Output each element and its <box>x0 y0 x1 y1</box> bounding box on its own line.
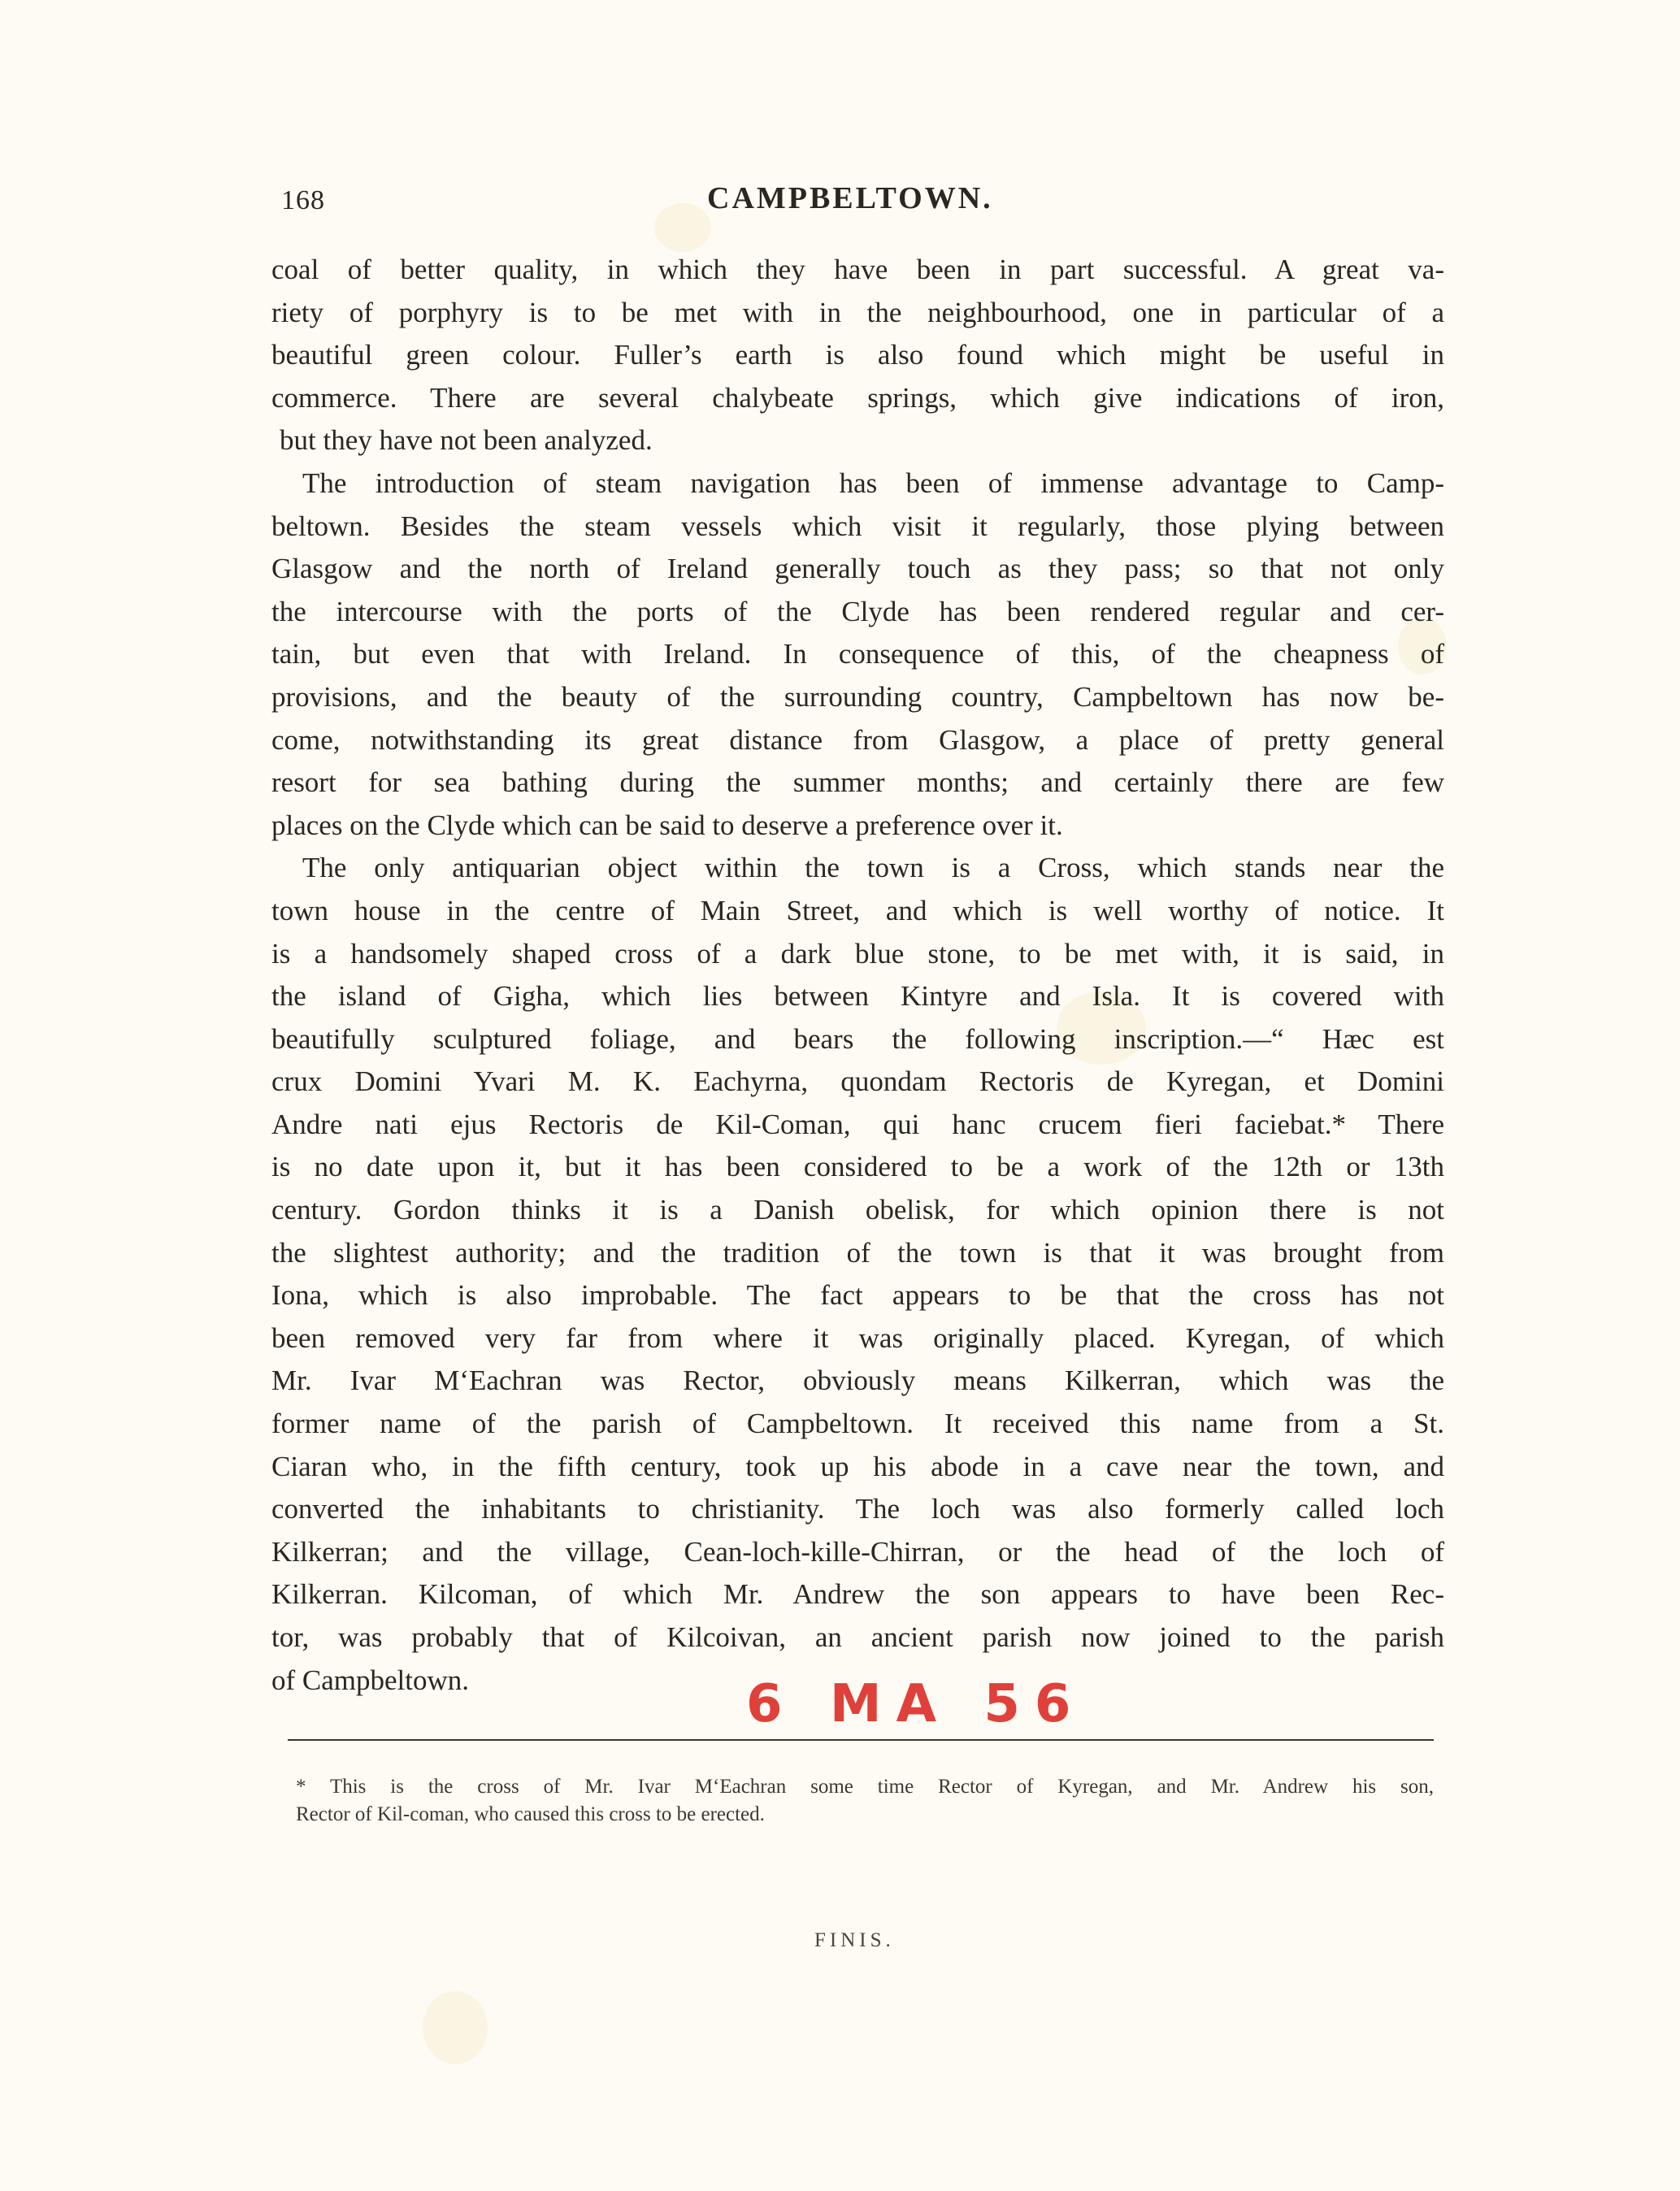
text-line: the slightest authority; and the tradition of the town is that it was brought from <box>271 1236 1444 1269</box>
text-line: tor, was probably that of Kilcoivan, an ancient parish now joined to the parish <box>271 1621 1444 1653</box>
running-head: CAMPBELTOWN. <box>707 181 993 215</box>
text-line: resort for sea bathing during the summer months; and certainly there are few <box>271 766 1444 799</box>
text-line: Ciaran who, in the fifth century, took up his abode in a cave near the town, and <box>271 1450 1444 1482</box>
text-line: been removed very far from where it was originally placed. Kyregan, of which <box>271 1321 1444 1354</box>
text-line: The only antiquarian object within the town is a Cross, which stands near the <box>302 852 1444 884</box>
text-line: the island of Gigha, which lies between Kintyre and Isla. It is covered with <box>271 980 1444 1013</box>
text-line: but they have not been analyzed. <box>280 424 653 457</box>
footnote-rule <box>288 1739 1434 1741</box>
finis: FINIS. <box>814 1929 895 1951</box>
text-line: century. Gordon thinks it is a Danish obelisk, for which opinion there is not <box>271 1194 1444 1226</box>
text-line: town house in the centre of Main Street, and which is well worthy of notice. It <box>271 894 1444 926</box>
footnote-line: * This is the cross of Mr. Ivar M‘Eachran some time Rector of Kyregan, and Mr. Andrew his son, <box>296 1776 1434 1798</box>
paper-stain <box>423 1991 488 2064</box>
paper-stain <box>654 203 711 252</box>
text-line: is a handsomely shaped cross of a dark blue stone, to be met with, it is said, in <box>271 937 1444 970</box>
text-line: Mr. Ivar M‘Eachran was Rector, obviously means Kilkerran, which was the <box>271 1364 1444 1397</box>
text-line: come, notwithstanding its great distance from Glasgow, a place of pretty general <box>271 723 1444 756</box>
text-line: riety of porphyry is to be met with in the neighbourhood, one in particular of a <box>271 296 1444 328</box>
text-line: The introduction of steam navigation has been of immense advantage to Camp- <box>302 466 1444 499</box>
text-line: of Campbeltown. <box>271 1664 470 1696</box>
footnote <box>296 1773 1434 1829</box>
text-line: is no date upon it, but it has been considered to be a work of the 12th or 13th <box>271 1151 1444 1183</box>
body-text <box>271 249 1444 1702</box>
footnote-line: Rector of Kil-coman, who caused this cross to be erected. <box>296 1803 765 1825</box>
text-line: the intercourse with the ports of the Clyde has been rendered regular and cer- <box>271 595 1444 627</box>
text-line: places on the Clyde which can be said to deserve a preference over it. <box>271 809 1063 841</box>
text-line: Iona, which is also improbable. The fact appears to be that the cross has not <box>271 1279 1444 1312</box>
library-date-stamp: 6 MA 56 <box>746 1674 1086 1734</box>
text-line: crux Domini Yvari M. K. Eachyrna, quondam Rectoris de Kyregan, et Domini <box>271 1065 1444 1098</box>
text-line: former name of the parish of Campbeltown. It received this name from a St. <box>271 1408 1444 1440</box>
text-line: Kilkerran. Kilcoman, of which Mr. Andrew the son appears to have been Rec- <box>271 1578 1444 1611</box>
page-number: 168 <box>281 185 325 215</box>
text-line: provisions, and the beauty of the surrounding country, Campbeltown has now be- <box>271 680 1444 713</box>
text-line: beautiful green colour. Fuller’s earth is also found which might be useful in <box>271 339 1444 371</box>
text-line: Glasgow and the north of Ireland generally touch as they pass; so that not only <box>271 553 1444 585</box>
text-line: beautifully sculptured foliage, and bears the following inscription.—“ Hæc est <box>271 1022 1444 1055</box>
text-line: converted the inhabitants to christianity. The loch was also formerly called loch <box>271 1493 1444 1525</box>
text-line: beltown. Besides the steam vessels which visit it regularly, those plying between <box>271 510 1444 542</box>
text-line: Kilkerran; and the village, Cean-loch-kille-Chirran, or the head of the loch of <box>271 1535 1444 1568</box>
text-line: commerce. There are several chalybeate springs, which give indications of iron, <box>271 381 1444 414</box>
text-line: tain, but even that with Ireland. In consequence of this, of the cheapness of <box>271 638 1444 670</box>
text-line: Andre nati ejus Rectoris de Kil-Coman, qui hanc crucem fieri faciebat.* There <box>271 1108 1444 1140</box>
text-line: coal of better quality, in which they have been in part successful. A great va- <box>271 254 1444 285</box>
